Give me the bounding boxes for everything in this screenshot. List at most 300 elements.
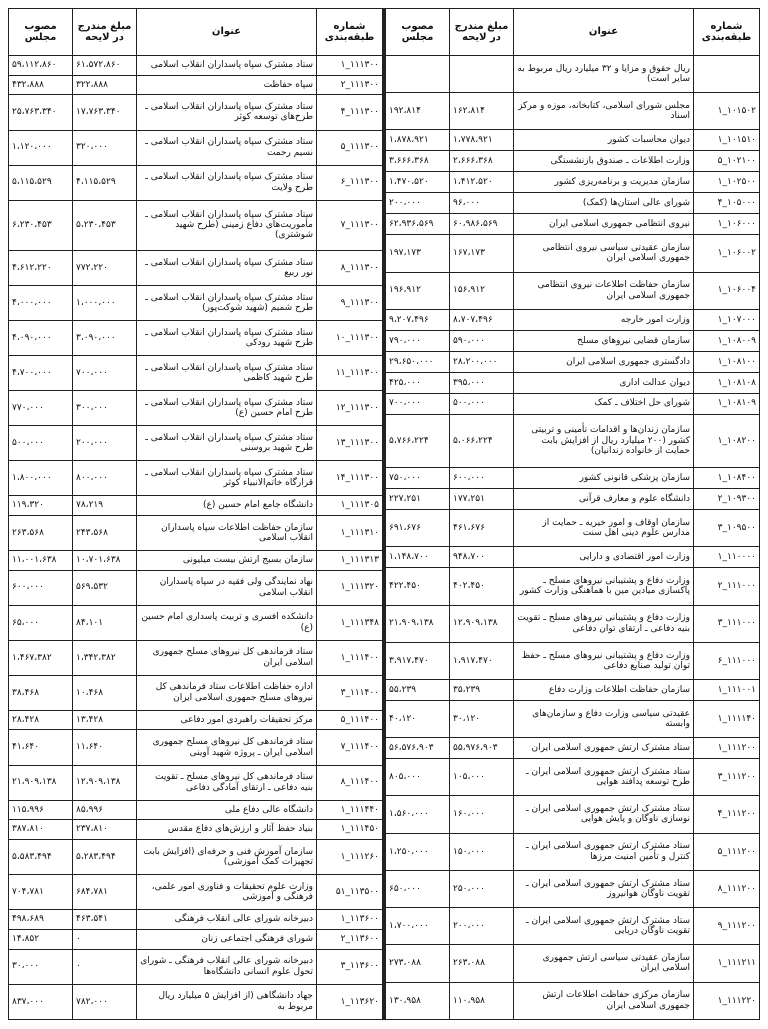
table-body (386, 56, 760, 1020)
table-row (9, 56, 383, 76)
approved-cell: ۵۶،۵۷۶،۹۰۳ (386, 738, 450, 759)
title-cell: ستاد مشترک ارتش جمهوری اسلامی ایران ـ نوسازی ناوگان و پایش هوایی (514, 796, 694, 833)
approved-cell: ۱۱۹،۳۲۰ (9, 496, 73, 516)
amount-cell: ۹۴۸،۷۰۰ (450, 547, 514, 568)
amount-cell: ۳۹۵،۰۰۰ (450, 372, 514, 393)
title-cell: دبیرخانه شورای عالی انقلاب فرهنگی (137, 910, 317, 930)
code-cell: ۱۱۱۴۵۰_۱ (317, 820, 383, 840)
code-cell: ۱۱۱۰۰۰_۶ (694, 642, 760, 679)
amount-cell: ۱،۰۰۰،۰۰۰ (73, 285, 137, 320)
title-cell: ستاد فرماندهی کل نیروهای مسلح جمهوری اسلامی ایران ـ پروژه شهید آوینی (137, 730, 317, 765)
approved-cell: ۷۰۰،۰۰۰ (386, 393, 450, 414)
code-cell: ۱۰۸۱۰۹_۱ (694, 393, 760, 414)
title-cell: سازمان مرکزی حفاظت اطلاعات ارتش جمهوری اسلامی ایران (514, 982, 694, 1019)
table-row (9, 75, 383, 95)
code-cell: ۱۱۳۶۰۰_۳ (317, 949, 383, 984)
approved-cell: ۷۰۴،۷۸۱ (9, 875, 73, 910)
approved-cell: ۳،۶۶۶،۳۶۸ (386, 151, 450, 172)
table-row (386, 414, 760, 468)
code-cell: ۱۱۱۴۰۰_۷ (317, 730, 383, 765)
table-row (9, 515, 383, 550)
title-cell: وزارت اطلاعات ـ صندوق بازنشستگی (514, 151, 694, 172)
code-cell: ۱۰۵۰۰۰_۴ (694, 193, 760, 214)
amount-cell: ۶۰،۹۸۶،۵۶۹ (450, 214, 514, 235)
approved-cell: ۱،۲۵۰،۰۰۰ (386, 833, 450, 870)
code-cell: ۱۱۱۴۰۰_۳ (317, 675, 383, 710)
title-cell: سازمان حفاظت اطلاعات سپاه پاسداران انقلاب اسلامی (137, 515, 317, 550)
amount-cell: ۱۶۷،۱۷۳ (450, 235, 514, 272)
code-cell: ۱۱۱۳۴۸_۱ (317, 605, 383, 640)
amount-cell: ۴۶۱،۶۷۶ (450, 510, 514, 547)
table-row (9, 675, 383, 710)
amount-cell: ۱۶۰،۰۰۰ (450, 796, 514, 833)
approved-cell: ۷۷۰،۰۰۰ (9, 391, 73, 426)
amount-cell: ۲۴۳،۵۶۸ (73, 515, 137, 550)
approved-cell: ۲۲۷،۲۵۱ (386, 489, 450, 510)
amount-cell: ۳۵،۲۳۹ (450, 679, 514, 700)
amount-cell: ۸۵،۹۹۶ (73, 800, 137, 820)
approved-cell: ۲۸،۴۲۸ (9, 710, 73, 730)
approved-cell: ۲۰۰،۰۰۰ (386, 193, 450, 214)
approved-cell: ۴۹۸،۶۸۹ (9, 910, 73, 930)
table-row (9, 95, 383, 130)
code-cell: ۱۱۱۳۰۰_۱۳ (317, 426, 383, 461)
title-cell: ستاد مشترک سپاه پاسداران انقلاب اسلامی ـ طرح ولایت (137, 165, 317, 200)
approved-cell: ۲۹،۶۵۰،۰۰۰ (386, 351, 450, 372)
approved-cell: ۶۵،۰۰۰ (9, 605, 73, 640)
code-cell: ۱۰۸۴۰۰_۱ (694, 468, 760, 489)
amount-cell: ۵۶۹،۵۳۲ (73, 570, 137, 605)
table-body (9, 56, 383, 1020)
code-cell: ۱۰۶۰۰۲_۱ (694, 235, 760, 272)
amount-cell: ۱۰،۴۶۸ (73, 675, 137, 710)
code-cell: ۱۰۲۵۰۰_۱ (694, 172, 760, 193)
header-title: عنوان (514, 9, 694, 56)
amount-cell: ۷۸،۲۱۹ (73, 496, 137, 516)
table-row (386, 130, 760, 151)
title-cell: دادگستری جمهوری اسلامی ایران (514, 351, 694, 372)
amount-cell: ۸۰۰،۰۰۰ (73, 461, 137, 496)
amount-cell: ۱۵۰،۰۰۰ (450, 833, 514, 870)
title-cell: ستاد مشترک سپاه پاسداران انقلاب اسلامی ـ طرح‌های توسعه کوثر (137, 95, 317, 130)
code-cell: ۱۱۱۲۰۰_۹ (694, 908, 760, 945)
code-cell: ۱۱۳۶۰۰_۲ (317, 929, 383, 949)
amount-cell: ۵،۰۶۶،۲۲۴ (450, 414, 514, 468)
title-cell: ستاد مشترک سپاه پاسداران انقلاب اسلامی ـ طرح شمیم (شهید شوکت‌پور) (137, 285, 317, 320)
code-cell: ۱۰۱۵۱۰_۱ (694, 130, 760, 151)
title-cell: دانشگاه عالی دفاع ملی (137, 800, 317, 820)
code-cell: ۱۱۳۵۰۰_۵۱ (317, 875, 383, 910)
approved-cell: ۸۳۷،۰۰۰ (9, 984, 73, 1019)
code-cell: ۱۱۱۳۲۰_۱ (317, 570, 383, 605)
approved-cell: ۱۱،۰۰۱،۶۳۸ (9, 550, 73, 570)
title-cell: نیروی انتظامی جمهوری اسلامی ایران (514, 214, 694, 235)
table-row (9, 605, 383, 640)
title-cell: شورای فرهنگی اجتماعی زنان (137, 929, 317, 949)
amount-cell: ۲،۶۶۶،۳۶۸ (450, 151, 514, 172)
table-row (386, 351, 760, 372)
table-row (386, 56, 760, 93)
approved-cell: ۶،۲۳۰،۴۵۳ (9, 200, 73, 250)
amount-cell: ۳۰،۱۲۰ (450, 700, 514, 737)
approved-cell: ۲۱،۹۰۹،۱۳۸ (9, 765, 73, 800)
amount-cell: ۱،۳۴۲،۳۸۲ (73, 640, 137, 675)
amount-cell: ۱،۴۱۲،۵۲۰ (450, 172, 514, 193)
code-cell: ۱۱۱۰۰۱_۱ (694, 679, 760, 700)
amount-cell: ۷۰۰،۰۰۰ (73, 356, 137, 391)
title-cell: ستاد مشترک ارتش جمهوری اسلامی ایران (514, 738, 694, 759)
approved-cell: ۹،۲۰۷،۴۹۶ (386, 309, 450, 330)
amount-cell: ۱۲،۹۰۹،۱۳۸ (73, 765, 137, 800)
title-cell: سازمان پزشکی قانونی کشور (514, 468, 694, 489)
amount-cell: ۵،۲۸۳،۴۹۴ (73, 840, 137, 875)
title-cell: شورای حل اختلاف ـ کمک (514, 393, 694, 414)
approved-cell: ۵۵،۲۳۹ (386, 679, 450, 700)
amount-cell: ۱۰،۷۰۱،۶۳۸ (73, 550, 137, 570)
code-cell (694, 56, 760, 93)
table-row (9, 285, 383, 320)
table-row (386, 214, 760, 235)
approved-cell: ۱،۷۰۰،۰۰۰ (386, 908, 450, 945)
header-amount: مبلغ مندرج در لایحه (450, 9, 514, 56)
table-row (9, 550, 383, 570)
approved-cell: ۳۸۷،۸۱۰ (9, 820, 73, 840)
approved-cell: ۲۵،۷۶۳،۳۴۰ (9, 95, 73, 130)
table-row (386, 642, 760, 679)
amount-cell: ۲۵۰،۰۰۰ (450, 870, 514, 907)
table-row (9, 984, 383, 1019)
code-cell: ۱۱۱۳۰۰_۲ (317, 75, 383, 95)
code-cell: ۱۱۱۴۰۰_۵ (317, 710, 383, 730)
approved-cell: ۵۹،۱۱۲،۸۶۰ (9, 56, 73, 76)
amount-cell: ۲۳۷،۸۱۰ (73, 820, 137, 840)
approved-cell: ۱۴،۸۵۲ (9, 929, 73, 949)
amount-cell: ۱۵۶،۹۱۲ (450, 272, 514, 309)
title-cell: ستاد فرماندهی کل نیروهای مسلح ـ تقویت بنیه دفاعی ـ ارتقای آمادگی دفاعی (137, 765, 317, 800)
amount-cell: ۴،۱۱۵،۵۲۹ (73, 165, 137, 200)
title-cell: ستاد مشترک ارتش جمهوری اسلامی ایران ـ کنترل و تأمین امنیت مرزها (514, 833, 694, 870)
table-row (386, 738, 760, 759)
code-cell: ۱۱۱۳۰۰_۷ (317, 200, 383, 250)
amount-cell: ۱،۷۷۸،۹۲۱ (450, 130, 514, 151)
amount-cell: ۱۲،۹۰۹،۱۳۸ (450, 605, 514, 642)
code-cell: ۱۱۳۶۰۰_۱ (317, 910, 383, 930)
table-row (386, 568, 760, 605)
title-cell: دانشکده افسری و تربیت پاسداری امام حسین (ع) (137, 605, 317, 640)
table-row (9, 929, 383, 949)
approved-cell: ۱،۴۷۰،۵۲۰ (386, 172, 450, 193)
approved-cell: ۱،۸۷۸،۹۲۱ (386, 130, 450, 151)
title-cell: ستاد مشترک ارتش جمهوری اسلامی ایران ـ تقویت ناوگان دریایی (514, 908, 694, 945)
approved-cell: ۲۱،۹۰۹،۱۳۸ (386, 605, 450, 642)
title-cell: اداره حفاظت اطلاعات ستاد فرماندهی کل نیروهای مسلح جمهوری اسلامی ایران (137, 675, 317, 710)
code-cell: ۱۱۳۶۲۰_۱ (317, 984, 383, 1019)
table-row (9, 320, 383, 355)
code-cell: ۱۰۸۰۰۹_۱ (694, 330, 760, 351)
table-row (386, 309, 760, 330)
title-cell: ریال حقوق و مزایا و ۳۲ میلیارد ریال مربوط به سایر است) (514, 56, 694, 93)
code-cell: ۱۰۱۵۰۲_۱ (694, 93, 760, 130)
approved-cell: ۶۲،۹۳۶،۵۶۹ (386, 214, 450, 235)
title-cell: سازمان مدیریت و برنامه‌ریزی کشور (514, 172, 694, 193)
code-cell: ۱۱۱۲۱۱_۱ (694, 945, 760, 982)
approved-cell: ۴۳۲،۸۸۸ (9, 75, 73, 95)
title-cell: سازمان زندان‌ها و اقدامات تأمینی و تربیتی کشور (۲۰۰ میلیارد ریال از افزایش بابت حمایت از خانواده زندانیان) (514, 414, 694, 468)
approved-cell: ۲۷۳،۰۸۸ (386, 945, 450, 982)
amount-cell: ۵۰۰،۰۰۰ (450, 393, 514, 414)
code-cell: ۱۱۱۴۰۰_۸ (317, 765, 383, 800)
code-cell: ۱۱۱۳۰۰_۴ (317, 95, 383, 130)
code-cell: ۱۱۱۳۰۰_۱ (317, 56, 383, 76)
title-cell: سازمان حفاظت اطلاعات نیروی انتظامی جمهوری اسلامی ایران (514, 272, 694, 309)
code-cell: ۱۰۶۰۰۰_۱ (694, 214, 760, 235)
code-cell: ۱۰۸۲۰۰_۱ (694, 414, 760, 468)
amount-cell: ۲۰۰،۰۰۰ (450, 908, 514, 945)
amount-cell: ۶۸۴،۷۸۱ (73, 875, 137, 910)
code-cell: ۱۰۷۰۰۰_۱ (694, 309, 760, 330)
table-row (9, 875, 383, 910)
header-amount: مبلغ مندرج در لایحه (73, 9, 137, 56)
code-cell: ۱۱۱۴۴۰_۱ (317, 800, 383, 820)
code-cell: ۱۱۱۳۰۵_۱ (317, 496, 383, 516)
approved-cell: ۴،۰۰۰،۰۰۰ (9, 285, 73, 320)
title-cell: دیوان عدالت اداری (514, 372, 694, 393)
title-cell: دانشگاه علوم و معارف قرآنی (514, 489, 694, 510)
amount-cell: ۲۰۰،۰۰۰ (73, 426, 137, 461)
title-cell: ستاد مشترک سپاه پاسداران انقلاب اسلامی ـ مأموریت‌های دفاع زمینی (طرح شهید شوشتری) (137, 200, 317, 250)
title-cell: عقیدتی سیاسی وزارت دفاع و سازمان‌های وابسته (514, 700, 694, 737)
title-cell: وزارت دفاع و پشتیبانی نیروهای مسلح ـ حفظ توان تولید صنایع دفاعی (514, 642, 694, 679)
amount-cell: ۳۲۰،۰۰۰ (73, 130, 137, 165)
header-approved: مصوب مجلس (386, 9, 450, 56)
header-code: شماره طبقه‌بندی (317, 9, 383, 56)
approved-cell: ۱،۴۶۷،۳۸۲ (9, 640, 73, 675)
table-row (386, 908, 760, 945)
title-cell: سازمان عقیدتی سیاسی نیروی انتظامی جمهوری اسلامی ایران (514, 235, 694, 272)
approved-cell: ۴،۰۹۰،۰۰۰ (9, 320, 73, 355)
title-cell: بنیاد حفظ آثار و ارزش‌های دفاع مقدس (137, 820, 317, 840)
code-cell: ۱۱۱۳۰۰_۵ (317, 130, 383, 165)
title-cell: ستاد مشترک سپاه پاسداران انقلاب اسلامی ـ طرح شهید بروسنی (137, 426, 317, 461)
table-row (386, 679, 760, 700)
title-cell: جهاد دانشگاهی (از افزایش ۵ میلیارد ریال مربوط به (137, 984, 317, 1019)
table-row (9, 640, 383, 675)
code-cell: ۱۱۱۲۰۰_۳ (694, 759, 760, 796)
code-cell: ۱۰۸۱۰۰_۱ (694, 351, 760, 372)
table-row (386, 330, 760, 351)
approved-cell: ۵،۷۶۶،۲۲۴ (386, 414, 450, 468)
approved-cell: ۴،۶۱۲،۲۲۰ (9, 250, 73, 285)
header-approved: مصوب مجلس (9, 9, 73, 56)
amount-cell: ۸،۷۰۷،۴۹۶ (450, 309, 514, 330)
table-row (9, 426, 383, 461)
code-cell: ۱۱۱۴۰۰_۱ (317, 640, 383, 675)
table-row (386, 468, 760, 489)
approved-cell: ۶۰۰،۰۰۰ (9, 570, 73, 605)
amount-cell: ۱۳،۴۲۸ (73, 710, 137, 730)
code-cell: ۱۰۶۰۰۴_۱ (694, 272, 760, 309)
code-cell: ۱۱۱۰۰۰_۳ (694, 605, 760, 642)
title-cell: ستاد مشترک سپاه پاسداران انقلاب اسلامی ـ قرارگاه خاتم‌الانبیاء کوثر (137, 461, 317, 496)
table-row (386, 796, 760, 833)
table-row (9, 200, 383, 250)
title-cell: دیوان محاسبات کشور (514, 130, 694, 151)
table-row (9, 496, 383, 516)
title-cell: ستاد مشترک سپاه پاسداران انقلاب اسلامی ـ طرح شهید کاظمی (137, 356, 317, 391)
approved-cell: ۱،۵۶۰،۰۰۰ (386, 796, 450, 833)
budget-table-left (8, 8, 383, 1020)
table-row (9, 710, 383, 730)
table-row (386, 93, 760, 130)
amount-cell: ۳۰۰،۰۰۰ (73, 391, 137, 426)
table-row (386, 759, 760, 796)
code-cell: ۱۱۱۲۰۰_۴ (694, 796, 760, 833)
code-cell: ۱۱۱۳۰۰_۱۲ (317, 391, 383, 426)
title-cell: ستاد فرماندهی کل نیروهای مسلح جمهوری اسلامی ایران (137, 640, 317, 675)
amount-cell: ۳،۰۹۰،۰۰۰ (73, 320, 137, 355)
table-row (9, 165, 383, 200)
table-row (386, 193, 760, 214)
approved-cell: ۳۰،۰۰۰ (9, 949, 73, 984)
table-row (9, 730, 383, 765)
amount-cell: ۵،۲۳۰،۴۵۳ (73, 200, 137, 250)
title-cell: مجلس شورای اسلامی، کتابخانه، موزه و مرکز اسناد (514, 93, 694, 130)
title-cell: وزارت دفاع و پشتیبانی نیروهای مسلح ـ پاکسازی میادین مین با هماهنگی وزارت کشور (514, 568, 694, 605)
code-cell: ۱۱۱۲۲۰_۱ (694, 982, 760, 1019)
approved-cell: ۵۰۰،۰۰۰ (9, 426, 73, 461)
title-cell: سازمان آموزش فنی و حرفه‌ای (افزایش بابت تجهیزات کمک آموزشی) (137, 840, 317, 875)
amount-cell: ۱۷۷،۲۵۱ (450, 489, 514, 510)
approved-cell: ۱۳۰،۹۵۸ (386, 982, 450, 1019)
approved-cell: ۳،۹۱۷،۴۷۰ (386, 642, 450, 679)
code-cell: ۱۱۱۱۴۰_۱ (694, 700, 760, 737)
amount-cell: ۱۷،۷۶۳،۳۴۰ (73, 95, 137, 130)
table-row (386, 982, 760, 1019)
amount-cell: ۷۷۲،۲۲۰ (73, 250, 137, 285)
table-row (386, 870, 760, 907)
table-row (386, 605, 760, 642)
table-row (386, 700, 760, 737)
amount-cell: ۶۰۰،۰۰۰ (450, 468, 514, 489)
amount-cell: ۹۶،۰۰۰ (450, 193, 514, 214)
code-cell: ۱۱۱۲۰۰_۸ (694, 870, 760, 907)
approved-cell: ۱۹۶،۹۱۲ (386, 272, 450, 309)
amount-cell: ۵۵،۹۷۶،۹۰۳ (450, 738, 514, 759)
table-header-row (9, 9, 383, 56)
title-cell: سازمان اوقاف و امور خیریه ـ حمایت از مدارس علوم دینی اهل سنت (514, 510, 694, 547)
code-cell: ۱۰۹۵۰۰_۳ (694, 510, 760, 547)
table-row (386, 833, 760, 870)
approved-cell: ۱،۱۴۸،۷۰۰ (386, 547, 450, 568)
amount-cell: ۱۶۲،۸۱۴ (450, 93, 514, 130)
approved-cell: ۵،۱۱۵،۵۲۹ (9, 165, 73, 200)
amount-cell: ۱۱۰،۹۵۸ (450, 982, 514, 1019)
code-cell: ۱۱۱۳۰۰_۱۱ (317, 356, 383, 391)
title-cell: سازمان بسیج ارتش بیست میلیونی (137, 550, 317, 570)
approved-cell: ۱،۱۲۰،۰۰۰ (9, 130, 73, 165)
table-row (9, 570, 383, 605)
table-row (386, 945, 760, 982)
header-title: عنوان (137, 9, 317, 56)
table-row (386, 235, 760, 272)
table-row (9, 461, 383, 496)
table-row (9, 800, 383, 820)
amount-cell: ۶۱،۵۷۲،۸۶۰ (73, 56, 137, 76)
title-cell: ستاد مشترک سپاه پاسداران انقلاب اسلامی ـ طرح امام حسین (ع) (137, 391, 317, 426)
table-row (9, 820, 383, 840)
approved-cell: ۱۹۲،۸۱۴ (386, 93, 450, 130)
title-cell: سازمان عقیدتی سیاسی ارتش جمهوری اسلامی ایران (514, 945, 694, 982)
table-row (9, 250, 383, 285)
amount-cell: ۰ (73, 929, 137, 949)
amount-cell: ۱،۹۱۷،۴۷۰ (450, 642, 514, 679)
title-cell: ستاد مشترک سپاه پاسداران انقلاب اسلامی ـ طرح شهید رودکی (137, 320, 317, 355)
title-cell: سازمان قضایی نیروهای مسلح (514, 330, 694, 351)
approved-cell: ۱۱۵،۹۹۶ (9, 800, 73, 820)
title-cell: سپاه حفاظت (137, 75, 317, 95)
code-cell: ۱۱۱۳۰۰_۱۴ (317, 461, 383, 496)
code-cell: ۱۱۱۰۰۰_۲ (694, 568, 760, 605)
approved-cell: ۵،۵۸۳،۴۹۴ (9, 840, 73, 875)
code-cell: ۱۱۱۲۰۰_۵ (694, 833, 760, 870)
amount-cell: ۲۶۳،۰۸۸ (450, 945, 514, 982)
title-cell: ستاد مشترک ارتش جمهوری اسلامی ایران ـ طرح توسعه پدافند هوایی (514, 759, 694, 796)
title-cell: وزارت علوم تحقیقات و فناوری امور علمی، فرهنگی و آموزشی (137, 875, 317, 910)
amount-cell (450, 56, 514, 93)
approved-cell (386, 56, 450, 93)
amount-cell: ۷۸۲،۰۰۰ (73, 984, 137, 1019)
approved-cell: ۴۲۲،۴۵۰ (386, 568, 450, 605)
title-cell: دانشگاه جامع امام حسین (ع) (137, 496, 317, 516)
code-cell: ۱۱۱۲۶۰_۱ (317, 840, 383, 875)
table-row (9, 356, 383, 391)
approved-cell: ۴۰،۱۲۰ (386, 700, 450, 737)
amount-cell: ۵۹۰،۰۰۰ (450, 330, 514, 351)
title-cell: نهاد نمایندگی ولی فقیه در سپاه پاسداران انقلاب اسلامی (137, 570, 317, 605)
code-cell: ۱۰۲۱۰۰_۵ (694, 151, 760, 172)
amount-cell: ۱۱،۶۴۰ (73, 730, 137, 765)
amount-cell: ۳۲۲،۸۸۸ (73, 75, 137, 95)
approved-cell: ۱،۸۰۰،۰۰۰ (9, 461, 73, 496)
title-cell: ستاد مشترک سپاه پاسداران انقلاب اسلامی ـ نسیم رحمت (137, 130, 317, 165)
code-cell: ۱۱۰۰۰۰_۱ (694, 547, 760, 568)
code-cell: ۱۱۱۳۰۰_۱۰ (317, 320, 383, 355)
budget-table-right (385, 8, 760, 1020)
code-cell: ۱۱۱۲۰۰_۱ (694, 738, 760, 759)
approved-cell: ۴،۷۰۰،۰۰۰ (9, 356, 73, 391)
code-cell: ۱۱۱۳۰۰_۸ (317, 250, 383, 285)
table-row (386, 510, 760, 547)
amount-cell: ۰ (73, 949, 137, 984)
title-cell: سازمان حفاظت اطلاعات وزارت دفاع (514, 679, 694, 700)
title-cell: وزارت دفاع و پشتیبانی نیروهای مسلح ـ تقویت بنیه دفاعی ـ ارتقای توان دفاعی (514, 605, 694, 642)
code-cell: ۱۱۱۳۰۰_۹ (317, 285, 383, 320)
code-cell: ۱۱۱۳۱۰_۱ (317, 515, 383, 550)
code-cell: ۱۰۸۱۰۸_۱ (694, 372, 760, 393)
code-cell: ۱۱۱۳۱۳_۱ (317, 550, 383, 570)
table-row (386, 151, 760, 172)
title-cell: وزارت امور خارجه (514, 309, 694, 330)
amount-cell: ۴۰۲،۴۵۰ (450, 568, 514, 605)
table-row (9, 949, 383, 984)
approved-cell: ۴۲۵،۰۰۰ (386, 372, 450, 393)
table-row (386, 372, 760, 393)
table-row (9, 130, 383, 165)
title-cell: دبیرخانه شورای عالی انقلاب فرهنگی ـ شورای تحول علوم انسانی دانشگاه‌ها (137, 949, 317, 984)
amount-cell: ۱۰۵،۰۰۰ (450, 759, 514, 796)
table-row (386, 547, 760, 568)
approved-cell: ۶۵۰،۰۰۰ (386, 870, 450, 907)
